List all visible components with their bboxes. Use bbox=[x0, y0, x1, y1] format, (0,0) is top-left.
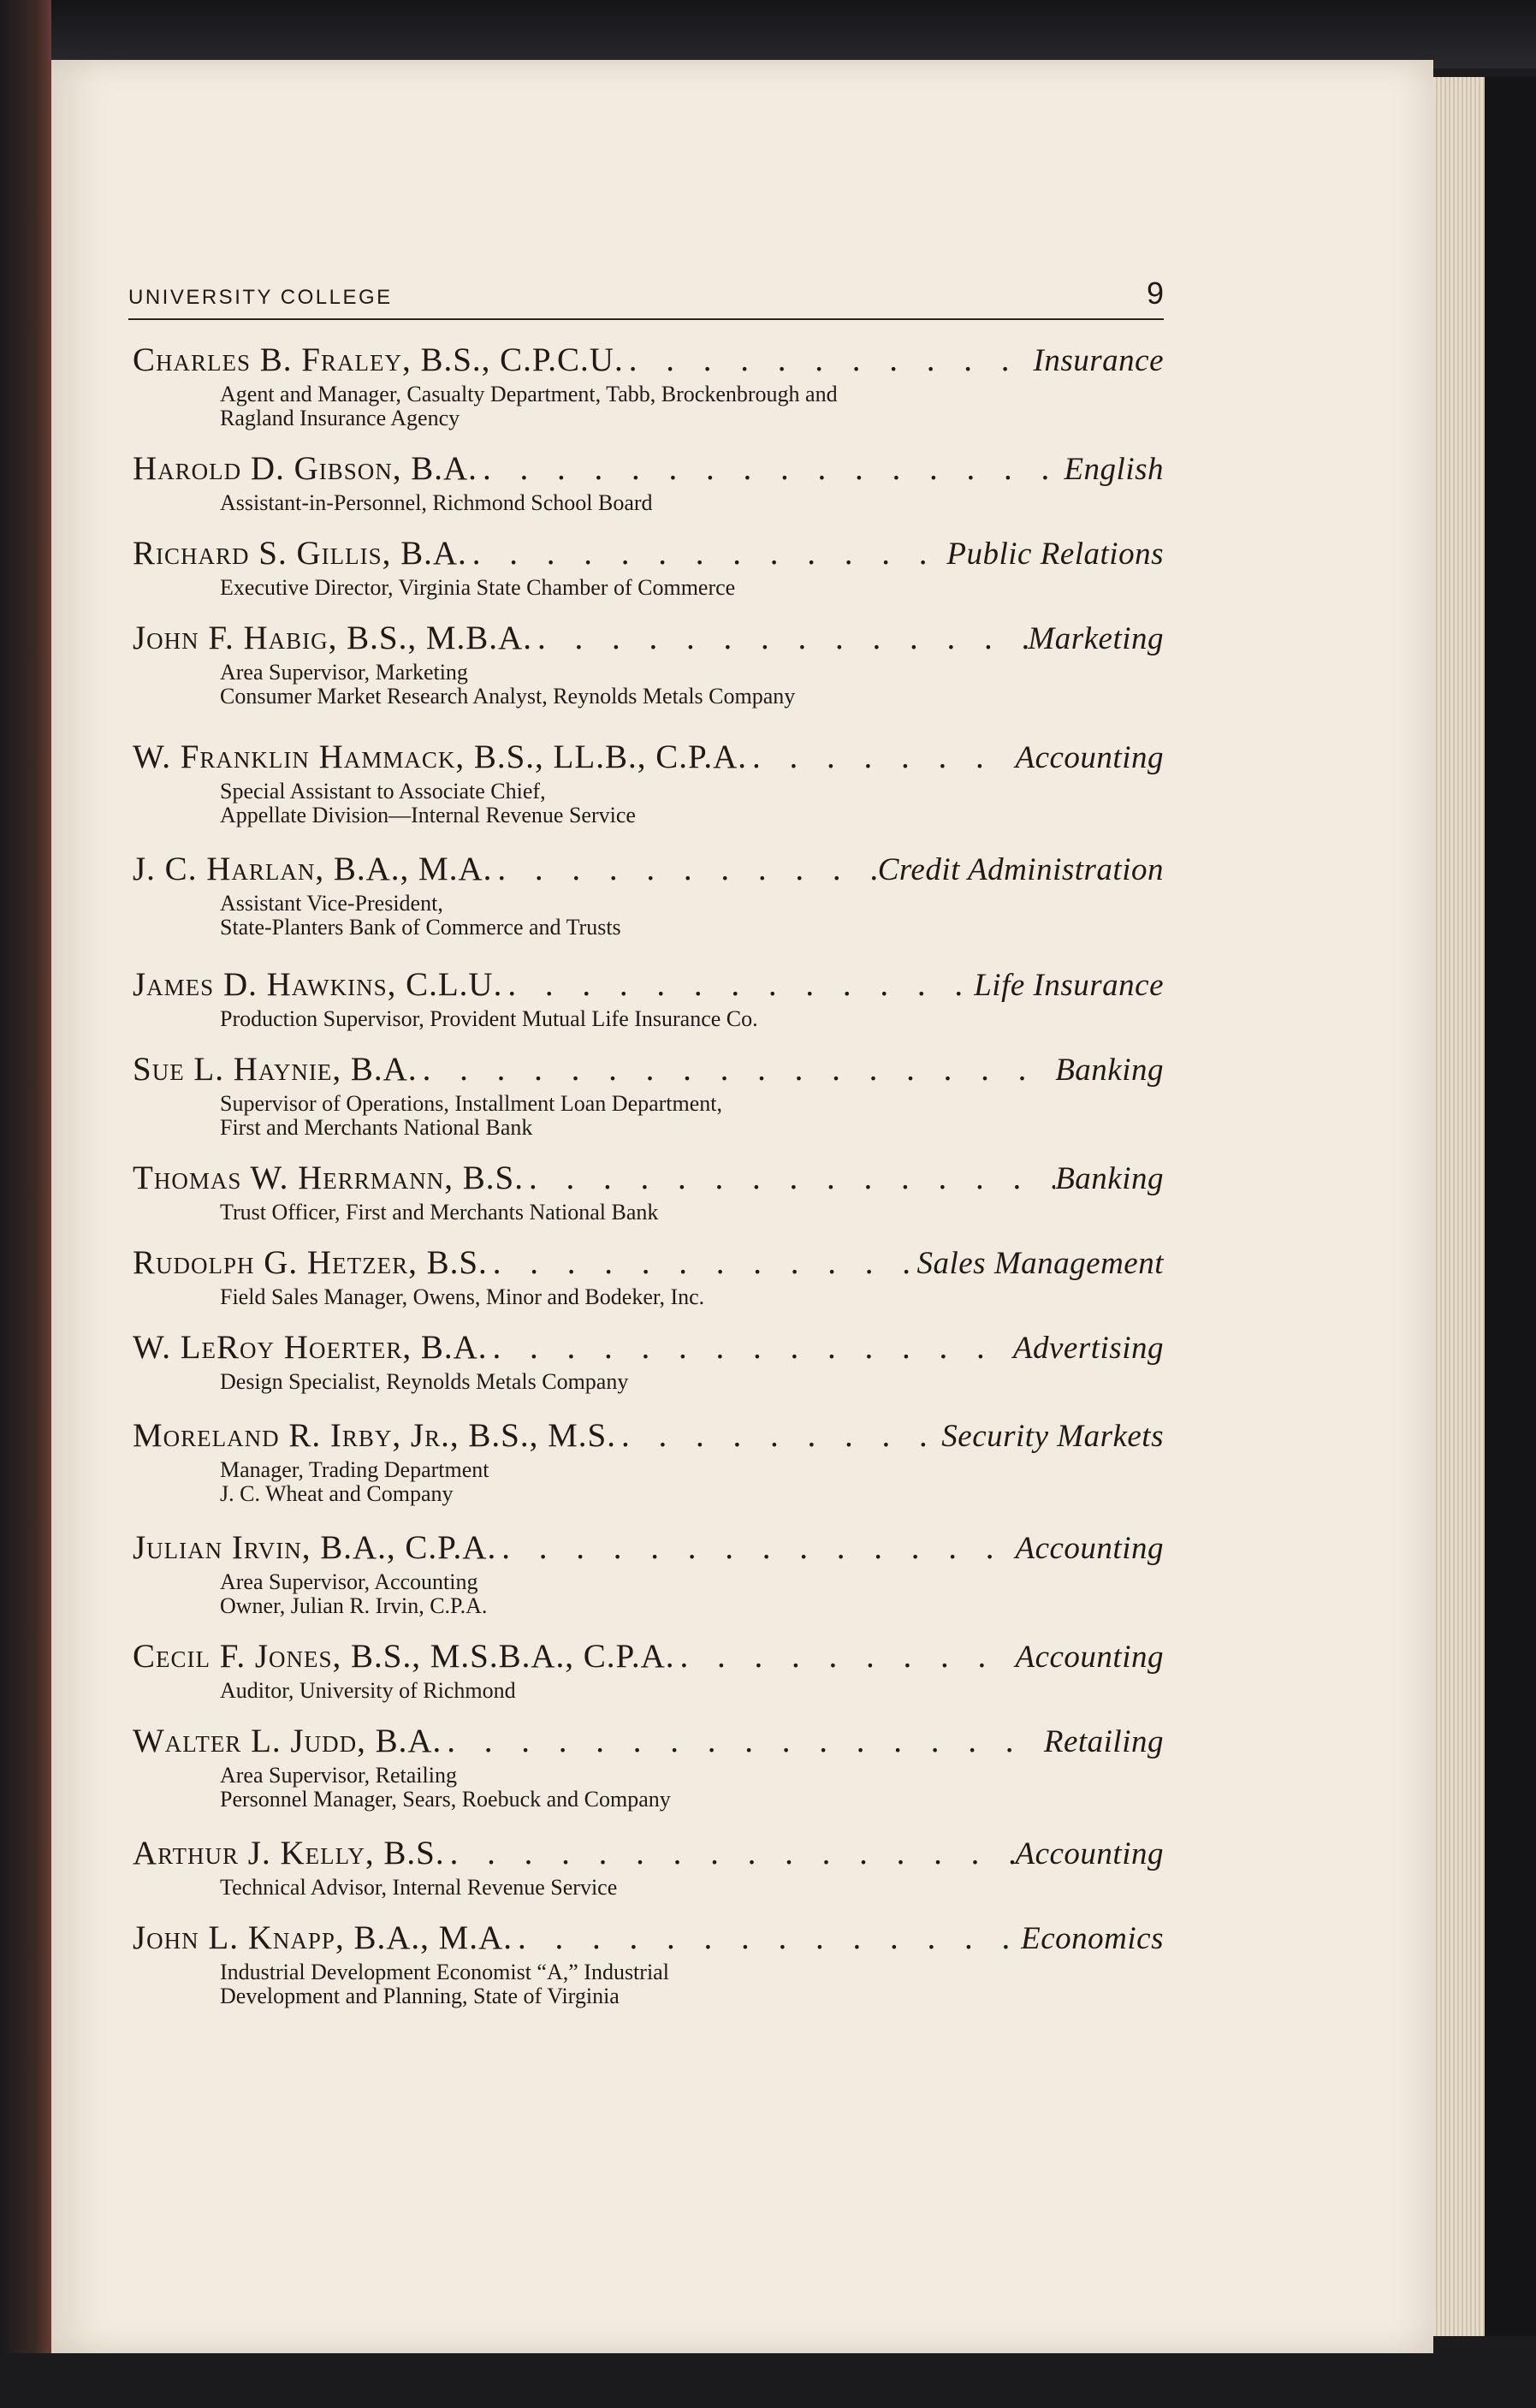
entry-heading-line bbox=[133, 738, 1164, 778]
entry-name: Thomas W. Herrmann, B.S. bbox=[133, 1160, 524, 1196]
entry-name: Rudolph G. Hetzer, B.S. bbox=[133, 1244, 488, 1281]
position-line: Auditor, University of Richmond bbox=[220, 1678, 516, 1703]
entry-field: Insurance bbox=[1033, 343, 1164, 378]
entry-position bbox=[220, 383, 1164, 430]
entry-name: J. C. Harlan, B.A., M.A. bbox=[133, 851, 493, 887]
entry-name: Moreland R. Irby, Jr., B.S., M.S. bbox=[133, 1417, 616, 1454]
dot-leader bbox=[492, 850, 877, 889]
dot-leader bbox=[524, 1159, 1055, 1198]
faculty-entry bbox=[133, 1919, 1164, 2008]
position-line: Ragland Insurance Agency bbox=[220, 406, 460, 430]
dot-leader bbox=[532, 619, 1028, 658]
faculty-entry bbox=[133, 1528, 1164, 1618]
position-line: Agent and Manager, Casualty Department, Tabb, Brockenbrough and bbox=[220, 382, 838, 406]
book-binding-left bbox=[0, 0, 51, 2408]
entry-position bbox=[220, 661, 1164, 709]
position-line: Special Assistant to Associate Chief, bbox=[220, 779, 546, 804]
faculty-entry bbox=[133, 1243, 1164, 1309]
running-head bbox=[128, 265, 1164, 320]
entry-name: W. Franklin Hammack, B.S., LL.B., C.P.A. bbox=[133, 738, 747, 775]
entry-field: Accounting bbox=[1015, 1531, 1164, 1566]
entry-position bbox=[220, 1458, 1164, 1506]
entry-heading-line bbox=[133, 1722, 1164, 1762]
page-content bbox=[128, 265, 1164, 2008]
dot-leader bbox=[418, 1050, 1056, 1089]
dot-leader bbox=[675, 1637, 1016, 1676]
entry-heading-line bbox=[133, 1528, 1164, 1569]
position-line: Personnel Manager, Sears, Roebuck and Company bbox=[220, 1787, 671, 1812]
entry-field: Credit Administration bbox=[877, 852, 1164, 887]
faculty-entry bbox=[133, 1834, 1164, 1900]
position-line: Trust Officer, First and Merchants National Bank bbox=[220, 1200, 659, 1225]
position-line: Manager, Trading Department bbox=[220, 1457, 489, 1482]
entry-position bbox=[220, 1679, 1164, 1703]
entry-name: Sue L. Haynie, B.A. bbox=[133, 1051, 418, 1088]
page-number: 9 bbox=[1146, 276, 1164, 311]
entry-field: Banking bbox=[1055, 1053, 1164, 1088]
entry-field: Banking bbox=[1055, 1161, 1164, 1196]
entry-position bbox=[220, 576, 1164, 600]
entry-position bbox=[220, 1876, 1164, 1900]
dot-leader bbox=[445, 1834, 1016, 1873]
entry-heading-line bbox=[133, 965, 1164, 1005]
dot-leader bbox=[502, 965, 974, 1005]
entry-heading-line bbox=[133, 1834, 1164, 1874]
position-line: Appellate Division—Internal Revenue Service bbox=[220, 803, 636, 827]
entry-position bbox=[220, 892, 1164, 940]
entry-name: Arthur J. Kelly, B.S. bbox=[133, 1835, 445, 1871]
entry-name: John L. Knapp, B.A., M.A. bbox=[133, 1919, 513, 1956]
entry-heading-line bbox=[133, 1919, 1164, 1959]
entry-field: Economics bbox=[1021, 1921, 1164, 1956]
dot-leader bbox=[747, 738, 1015, 777]
entry-name: Cecil F. Jones, B.S., M.S.B.A., C.P.A. bbox=[133, 1638, 675, 1675]
entry-name: Richard S. Gillis, B.A. bbox=[133, 535, 467, 572]
dot-leader bbox=[488, 1243, 917, 1283]
position-line: Consumer Market Research Analyst, Reynolds Metals Company bbox=[220, 684, 796, 709]
entry-heading-line bbox=[133, 1050, 1164, 1090]
entry-name: Harold D. Gibson, B.A. bbox=[133, 450, 477, 487]
dot-leader bbox=[477, 449, 1065, 489]
entry-position bbox=[220, 1092, 1164, 1140]
entry-field: Accounting bbox=[1015, 740, 1164, 775]
running-title: UNIVERSITY COLLEGE bbox=[128, 286, 393, 309]
position-line: Industrial Development Economist “A,” Industrial bbox=[220, 1960, 669, 1984]
entry-position bbox=[220, 1370, 1164, 1394]
entry-position bbox=[220, 1764, 1164, 1812]
entry-position bbox=[220, 1007, 1164, 1031]
entry-heading-line bbox=[133, 1243, 1164, 1284]
position-line: Production Supervisor, Provident Mutual Life Insurance Co. bbox=[220, 1006, 758, 1031]
faculty-entry bbox=[133, 1050, 1164, 1140]
entry-heading-line bbox=[133, 1328, 1164, 1368]
position-line: Area Supervisor, Accounting bbox=[220, 1569, 478, 1594]
position-line: Assistant Vice-President, bbox=[220, 891, 443, 916]
position-line: J. C. Wheat and Company bbox=[220, 1481, 454, 1506]
position-line: Executive Director, Virginia State Chamber of Commerce bbox=[220, 575, 736, 600]
entry-field: Public Relations bbox=[946, 537, 1164, 572]
position-line: State-Planters Bank of Commerce and Trusts bbox=[220, 915, 621, 940]
dot-leader bbox=[467, 534, 947, 573]
entry-heading-line bbox=[133, 850, 1164, 890]
entry-heading-line bbox=[133, 341, 1164, 381]
entry-field: Accounting bbox=[1015, 1836, 1164, 1871]
dot-leader bbox=[496, 1528, 1015, 1568]
faculty-entry bbox=[133, 850, 1164, 940]
entry-field: Life Insurance bbox=[974, 968, 1164, 1003]
entry-field: Advertising bbox=[1012, 1331, 1164, 1366]
entry-position bbox=[220, 1201, 1164, 1225]
entry-name: Charles B. Fraley, B.S., C.P.C.U. bbox=[133, 341, 624, 378]
entry-name: W. LeRoy Hoerter, B.A. bbox=[133, 1329, 488, 1366]
dot-leader bbox=[442, 1722, 1044, 1761]
position-line: Supervisor of Operations, Installment Loan Department, bbox=[220, 1091, 723, 1116]
entry-heading-line bbox=[133, 449, 1164, 489]
position-line: Development and Planning, State of Virginia bbox=[220, 1984, 620, 2008]
entry-heading-line bbox=[133, 1159, 1164, 1199]
position-line: Owner, Julian R. Irvin, C.P.A. bbox=[220, 1593, 488, 1618]
faculty-entry bbox=[133, 965, 1164, 1031]
faculty-entry bbox=[133, 341, 1164, 430]
position-line: Field Sales Manager, Owens, Minor and Bodeker, Inc. bbox=[220, 1284, 705, 1309]
book-binding-top bbox=[0, 0, 1536, 68]
entry-position bbox=[220, 1285, 1164, 1309]
entry-field: Security Markets bbox=[941, 1419, 1164, 1454]
faculty-entry bbox=[133, 1328, 1164, 1394]
position-line: Design Specialist, Reynolds Metals Company bbox=[220, 1369, 629, 1394]
entry-heading-line bbox=[133, 1637, 1164, 1677]
faculty-entry bbox=[133, 534, 1164, 600]
dot-leader bbox=[513, 1919, 1021, 1958]
position-line: Area Supervisor, Retailing bbox=[220, 1763, 457, 1788]
entry-position bbox=[220, 491, 1164, 515]
entry-position bbox=[220, 780, 1164, 827]
position-line: Technical Advisor, Internal Revenue Service bbox=[220, 1875, 618, 1900]
faculty-entry bbox=[133, 1637, 1164, 1703]
page-stack-edge bbox=[1433, 77, 1485, 2336]
faculty-entry bbox=[133, 738, 1164, 827]
faculty-entry bbox=[133, 1159, 1164, 1225]
faculty-entry bbox=[133, 1722, 1164, 1812]
position-line: Area Supervisor, Marketing bbox=[220, 660, 468, 685]
entry-heading-line bbox=[133, 1416, 1164, 1456]
entry-position bbox=[220, 1960, 1164, 2008]
dot-leader bbox=[616, 1416, 941, 1456]
entry-position bbox=[220, 1570, 1164, 1618]
entry-heading-line bbox=[133, 534, 1164, 574]
position-line: First and Merchants National Bank bbox=[220, 1115, 533, 1140]
entry-name: Julian Irvin, B.A., C.P.A. bbox=[133, 1529, 497, 1566]
faculty-entry bbox=[133, 1416, 1164, 1506]
position-line: Assistant-in-Personnel, Richmond School Board bbox=[220, 490, 653, 515]
entry-field: Accounting bbox=[1015, 1640, 1164, 1675]
book-binding-bottom bbox=[0, 2353, 1536, 2408]
entry-name: James D. Hawkins, C.L.U. bbox=[133, 966, 503, 1003]
entry-field: Sales Management bbox=[916, 1246, 1164, 1281]
faculty-list bbox=[128, 341, 1164, 2008]
entry-field: Marketing bbox=[1028, 621, 1164, 656]
book-cover-edge bbox=[1485, 77, 1536, 2336]
dot-leader bbox=[488, 1328, 1013, 1367]
entry-field: Retailing bbox=[1043, 1724, 1164, 1759]
entry-name: Walter L. Judd, B.A. bbox=[133, 1723, 442, 1759]
entry-heading-line bbox=[133, 619, 1164, 659]
faculty-entry bbox=[133, 619, 1164, 709]
dot-leader bbox=[624, 341, 1034, 380]
entry-name: John F. Habig, B.S., M.B.A. bbox=[133, 620, 532, 656]
faculty-entry bbox=[133, 449, 1164, 515]
entry-field: English bbox=[1064, 452, 1164, 487]
